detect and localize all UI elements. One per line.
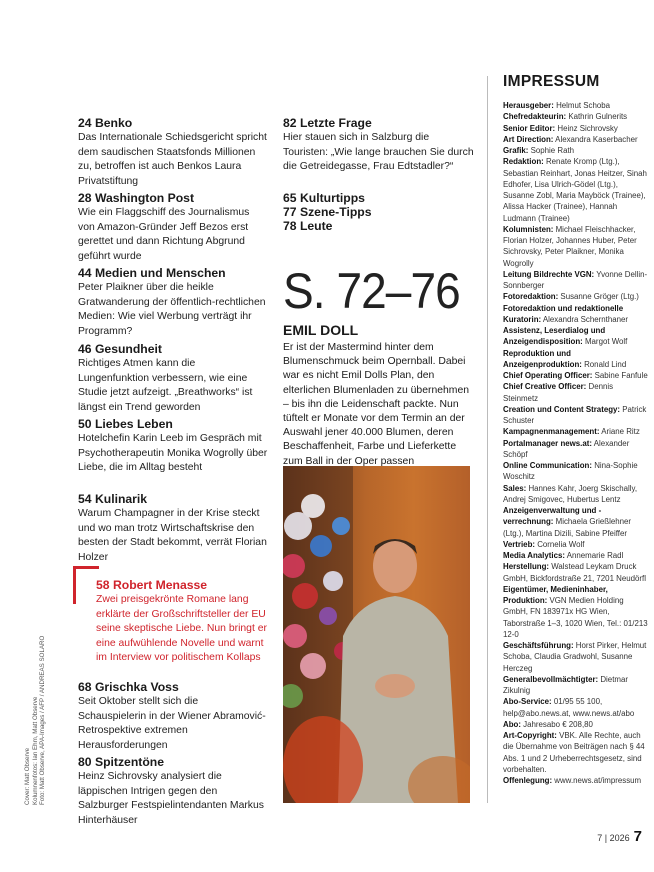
impressum-value: Michael Fleischhacker, Florian Holzer, Johannes Huber, Peter Sichrovsky, Peter Plaikner, Monika Wogrolly [503, 224, 637, 268]
credit-columns: Kolumnenfotos: Ian Ehm, Matt Observe [31, 696, 39, 805]
impressum-label: Creation und Content Strategy: [503, 404, 621, 414]
impressum-entry [503, 483, 649, 506]
impressum-value: Jahresabo € 208,80 [520, 719, 593, 729]
impressum-entry [503, 381, 649, 404]
impressum-value: Hannes Kahr, Joerg Skischally, Andrej Smigovec, Hubertus Lentz [503, 483, 638, 504]
impressum-label: Anzeigenverwaltung und -verrechnung: [503, 506, 602, 527]
impressum-label: Portalmanager news.at: [503, 438, 593, 448]
impressum-list [503, 100, 649, 786]
impressum-label: Reproduktion und Anzeigenproduktion: [503, 348, 582, 369]
entry-title: 68 Grischka Voss [78, 680, 179, 694]
impressum-label: Vertrieb: [503, 539, 536, 549]
tip-szene-tipps[interactable]: 77 Szene-Tipps [283, 205, 372, 219]
page-number: 7 [633, 828, 642, 845]
credit-photos: Foto: Matt Observe, APA-Images / AFP / ANDREAS SOLARO [39, 635, 47, 805]
issue-number: 7 | 2026 [597, 833, 630, 843]
entry-text: Zwei preisgekrönte Romane lang erklärte der Großschriftsteller der EU seine skeptische Liebe. Nun bringt er eine aufwühlende Novelle und warnt im Interview vor politischem Kollaps [96, 594, 267, 664]
toc-entry-washington-post[interactable] [78, 191, 268, 264]
entry-text: Heinz Sichrovsky analysiert die läppischen Intrigen gegen den Salzburger Festspielintendanten Markus Hinterhäuser [78, 771, 264, 826]
impressum-label: Chief Operating Officer: [503, 371, 593, 380]
impressum-value: Michaela Grießlehner (Ltg.), Martina Dizili, Sabine Pfeiffer [503, 517, 632, 538]
feature-title: EMIL DOLL [283, 322, 359, 338]
feature-text: Er ist der Mastermind hinter dem Blumenschmuck beim Opernball. Dabei war es nicht Emil Dolls Plan, den elterlichen Blumenladen zu übernehmen – bis ihn die Leidenschaft packte. Nun tüftelt er Monate vor dem Termin an der Auswahl jener 40.000 Blumen, deren Beschaffenheit, Farbe und Lieferkette zum Ball in der Oper passen [283, 342, 469, 467]
impressum-value: Yvonne Dellin-Sonnberger [503, 269, 648, 290]
impressum-entry [503, 539, 649, 550]
impressum-value: Dennis Steinmetz [503, 382, 614, 403]
impressum-label: Online Communication: [503, 461, 592, 470]
impressum-value: Dietmar Zikulnig [503, 674, 628, 695]
impressum-entry [503, 404, 649, 427]
impressum-title: IMPRESSUM [503, 73, 600, 90]
toc-entry-grischka-voss[interactable] [78, 680, 268, 753]
tips-list [283, 191, 372, 233]
impressum-entry [503, 674, 649, 697]
impressum-entry [503, 348, 649, 371]
impressum-entry [503, 505, 649, 539]
impressum-entry [503, 291, 649, 302]
impressum-entry [503, 696, 649, 719]
impressum-value: Alexander Schöpf [503, 438, 630, 459]
impressum-value: Ronald Lind [581, 359, 627, 369]
impressum-label: Art Direction: [503, 134, 554, 144]
impressum-label: Sales: [503, 483, 527, 493]
impressum-value: www.news.at/impressum [552, 776, 642, 785]
feature-page-range: S. 72–76 [283, 263, 460, 319]
toc-entry-spitzentoene[interactable] [78, 755, 268, 828]
entry-text: Hotelchefin Karin Leeb im Gespräch mit Psychotherapeutin Monika Wogrolly über Liebe, die im Alltag besteht [78, 433, 268, 474]
entry-title: 82 Letzte Frage [283, 116, 372, 130]
tip-kulturtipps[interactable]: 65 Kulturtipps [283, 191, 365, 205]
impressum-label: Chief Creative Officer: [503, 382, 587, 392]
impressum-entry [503, 111, 649, 122]
impressum-entry [503, 134, 649, 145]
feature-emil-doll[interactable] [283, 322, 475, 469]
impressum-label: Redaktion: [503, 157, 544, 167]
toc-entry-robert-menasse[interactable] [96, 578, 274, 666]
entry-text: Peter Plaikner über die heikle Gratwanderung der öffentlich-rechtlichen Medien: Wie viel Werbung verträgt ihr Programm? [78, 282, 266, 337]
impressum-entry [503, 224, 649, 269]
impressum-value: 01/95 55 100, help@abo.news.at, www.news.at/abo [503, 697, 635, 718]
impressum-entry [503, 438, 649, 461]
impressum-entry [503, 426, 649, 437]
entry-title: 50 Liebes Leben [78, 417, 173, 431]
impressum-value: Horst Pirker, Helmut Schoba, Claudia Gradwohl, Susanne Herczeg [503, 641, 647, 673]
impressum-entry [503, 145, 649, 156]
impressum-label: Kolumnisten: [503, 224, 554, 234]
credit-cover: Cover: Matt Observe [24, 747, 31, 805]
entry-text: Richtiges Atmen kann die Lungenfunktion verbessern, wie eine Studie jetzt aufzeigt. „Breathworks“ ist längst ein Trend geworden [78, 358, 253, 413]
page-folio [597, 828, 642, 845]
impressum-value: Walstead Leykam Druck GmbH, Bickfordstraße 21, 7201 Neudörfl [503, 562, 646, 583]
entry-text: Warum Champagner in der Krise steckt und wo man trotz Wirtschaftskrise den besten der Stadt bekommt, verrät Florian Holzer [78, 508, 267, 563]
impressum-label: Leitung Bildrechte VGN: [503, 269, 595, 279]
impressum-label: Kampagnenmanagement: [503, 427, 600, 437]
entry-title: 46 Gesundheit [78, 342, 162, 356]
impressum-value: Margot Wolf [582, 337, 628, 347]
impressum-value: Sabine Fanfule [592, 371, 648, 380]
impressum-entry [503, 303, 649, 326]
impressum-label: Fotoredaktion: [503, 292, 559, 302]
impressum-label: Assistenz, Leserdialog und Anzeigendisposition: [503, 326, 606, 347]
impressum-value: Sophie Rath [528, 146, 575, 155]
impressum-label: Offenlegung: [503, 776, 553, 785]
impressum-entry [503, 730, 649, 775]
toc-entry-liebes-leben[interactable] [78, 417, 268, 476]
entry-title: 80 Spitzentöne [78, 755, 165, 769]
impressum-value: Alexandra Schernthaner [541, 314, 628, 324]
impressum-entry [503, 370, 649, 381]
entry-title: 44 Medien und Menschen [78, 266, 226, 280]
impressum-value: Nina-Sophie Woschitz [503, 461, 638, 482]
impressum-value: VBK. Alle Rechte, auch die Übernahme von Beiträgen nach § 44 Abs. 1 und 2 Urheberrechtsgesetz, sind vorbehalten. [503, 731, 645, 774]
impressum-label: Abo: [503, 719, 521, 729]
impressum-value: Heinz Sichrovsky [555, 123, 618, 133]
toc-entry-kulinarik[interactable] [78, 492, 268, 565]
entry-title: 54 Kulinarik [78, 492, 148, 506]
impressum-value: VGN Medien Holding GmbH, FN 183971x HG Wien, Taborstraße 1–3, 1020 Wien, Tel.: 01/213 12-0 [503, 596, 648, 639]
entry-text: Seit Oktober stellt sich die Schauspielerin in der Wiener Abramović-Retrospektive extremen Herausforderungen [78, 696, 266, 751]
impressum-value: Renate Kromp (Ltg.), Sebastian Reinhart, Jonas Heitzer, Sinah Edhofer, Lisa Ulrich-Gödel (Ltg.), Susanne Zobl, Maria Mayböck (Trainee), Alissa Hacker (Trainee), Hannah Ludmann (Trainee) [503, 157, 647, 223]
impressum-entry [503, 550, 649, 561]
toc-entry-letzte-frage[interactable] [283, 116, 475, 175]
impressum-label: Art-Copyright: [503, 731, 557, 740]
feature-photo [283, 466, 470, 803]
impressum-label: Chefredakteurin: [503, 112, 567, 122]
impressum-value: Annemarie Radl [564, 551, 624, 560]
impressum-value: Cornelia Wolf [535, 539, 585, 549]
entry-title: 24 Benko [78, 116, 133, 130]
impressum-label: Herausgeber: [503, 101, 554, 110]
impressum-entry [503, 584, 649, 640]
impressum-entry [503, 640, 649, 674]
photo-credits [24, 636, 47, 805]
impressum-entry [503, 460, 649, 483]
toc-entry-medien[interactable] [78, 266, 268, 339]
impressum-entry [503, 325, 649, 348]
entry-text: Hier stauen sich in Salzburg die Touristen: „Wie lange brauchen Sie durch die Getreidegasse, Frau Edtstadler?“ [283, 132, 474, 173]
toc-entry-benko[interactable] [78, 116, 268, 189]
impressum-label: Fotoredaktion und redaktionelle Kuratorin: [503, 303, 624, 324]
impressum-value: Susanne Gröger (Ltg.) [558, 292, 639, 302]
impressum-entry [503, 269, 649, 292]
impressum-label: Eigentümer, Medieninhaber, Produktion: [503, 584, 608, 605]
impressum-value: Ariane Ritz [599, 427, 640, 437]
impressum-entry [503, 719, 649, 730]
impressum-label: Senior Editor: [503, 123, 556, 133]
impressum-entry [503, 123, 649, 134]
entry-title: 28 Washington Post [78, 191, 195, 205]
entry-text: Das Internationale Schiedsgericht spricht dem saudischen Staatsfonds Millionen zu, betroffen ist auch Benkos Laura Privatstiftung [78, 132, 267, 187]
tip-leute[interactable]: 78 Leute [283, 219, 333, 233]
impressum-label: Generalbevollmächtigter: [503, 674, 599, 684]
impressum-entry [503, 156, 649, 224]
impressum-label: Grafik: [503, 146, 529, 155]
impressum-entry [503, 775, 649, 786]
column-divider [487, 76, 488, 803]
impressum-value: Kathrin Gulnerits [566, 112, 628, 122]
impressum-value: Patrick Schuster [503, 404, 647, 425]
entry-title: 58 Robert Menasse [96, 578, 208, 592]
impressum-label: Media Analytics: [503, 551, 565, 560]
impressum-label: Geschäftsführung: [503, 641, 574, 650]
impressum-label: Herstellung: [503, 562, 550, 572]
entry-text: Wie ein Flaggschiff des Journalismus von Amazon-Gründer Jeff Bezos erst gerettet und dann Richtung Abgrund geführt wurde [78, 207, 250, 262]
impressum-entry [503, 561, 649, 584]
impressum-value: Alexandra Kaserbacher [553, 134, 638, 144]
toc-entry-gesundheit[interactable] [78, 342, 268, 415]
impressum-label: Abo-Service: [503, 697, 552, 707]
impressum-entry [503, 100, 649, 111]
impressum-value: Helmut Schoba [553, 101, 611, 110]
